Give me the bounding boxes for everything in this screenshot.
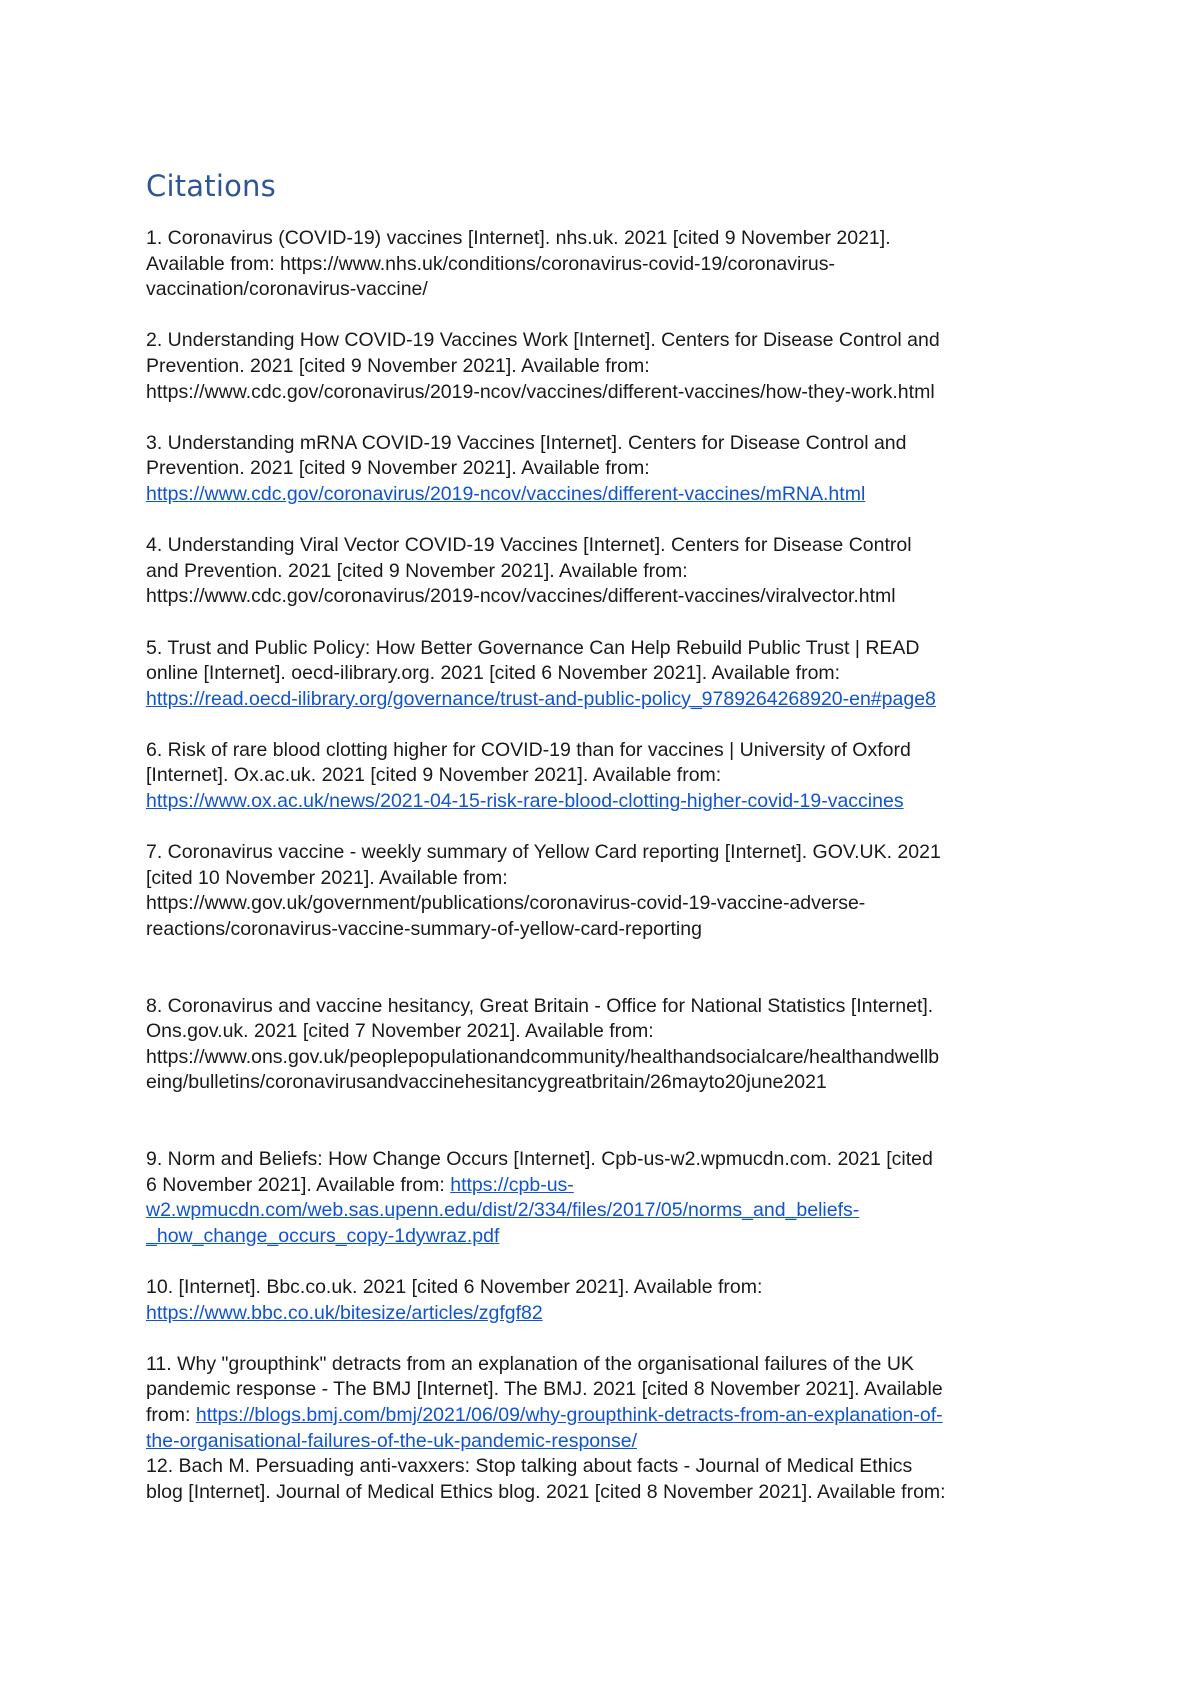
citation-item (146, 840, 1071, 942)
citation-line (146, 1224, 1071, 1250)
citation-line (146, 636, 1071, 662)
citation-item (146, 226, 1071, 303)
citation-line (146, 763, 1071, 789)
citation-line (146, 1454, 1071, 1480)
citation-link[interactable]: https://cpb-us- (450, 1173, 574, 1196)
citation-item (146, 431, 1071, 508)
citation-item (146, 636, 1071, 713)
citation-link[interactable]: https://www.bbc.co.uk/bitesize/articles/zgfgf82 (146, 1301, 543, 1324)
citation-line (146, 840, 1071, 866)
citation-link[interactable]: _how_change_occurs_copy-1dywraz.pdf (146, 1224, 500, 1247)
citation-text: blog [Internet]. Journal of Medical Ethics blog. 2021 [cited 8 November 2021]. Available from: (146, 1480, 946, 1503)
document-content (146, 168, 1071, 1531)
citation-text: from: (146, 1403, 196, 1426)
citation-line (146, 994, 1071, 1020)
citation-item (146, 1147, 1071, 1249)
citation-item (146, 1352, 1071, 1454)
citation-text: [Internet]. Ox.ac.uk. 2021 [cited 9 November 2021]. Available from: (146, 764, 722, 787)
citation-item (146, 994, 1071, 1096)
citation-text: 11. Why "groupthink" detracts from an explanation of the organisational failures of the UK (146, 1352, 914, 1375)
citation-text: 10. [Internet]. Bbc.co.uk. 2021 [cited 6 November 2021]. Available from: (146, 1275, 763, 1298)
citation-text: online [Internet]. oecd-ilibrary.org. 2021 [cited 6 November 2021]. Available from: (146, 662, 841, 685)
citation-list (146, 226, 1071, 1505)
citation-link[interactable]: https://blogs.bmj.com/bmj/2021/06/09/why-groupthink-detracts-from-an-explanation-of- (195, 1403, 943, 1426)
citation-text: 1. Coronavirus (COVID-19) vaccines [Internet]. nhs.uk. 2021 [cited 9 November 2021]. (146, 227, 891, 249)
citation-text: 6. Risk of rare blood clotting higher for COVID-19 than for vaccines | University of Oxford (146, 738, 911, 761)
citation-line (146, 380, 1071, 406)
citation-text: and Prevention. 2021 [cited 9 November 2021]. Available from: (146, 559, 688, 582)
citation-text: 3. Understanding mRNA COVID-19 Vaccines [Internet]. Centers for Disease Control and (146, 431, 907, 454)
page-title: Citations (146, 169, 276, 203)
citation-line (146, 1429, 1071, 1455)
citation-line (146, 891, 1071, 917)
citation-line (146, 917, 1071, 943)
citation-link[interactable]: https://www.cdc.gov/coronavirus/2019-ncov/vaccines/different-vaccines/mRNA.html (146, 482, 866, 505)
citation-line (146, 687, 1071, 713)
citation-line (146, 1070, 1071, 1096)
citation-text: [cited 10 November 2021]. Available from: (146, 866, 508, 889)
citation-item (146, 328, 1071, 405)
citation-line (146, 456, 1071, 482)
citation-text: https://www.gov.uk/government/publications/coronavirus-covid-19-vaccine-adverse- (146, 892, 866, 915)
citation-line (146, 1301, 1071, 1327)
citation-line (146, 252, 1071, 278)
citation-text: 7. Coronavirus vaccine - weekly summary of Yellow Card reporting [Internet]. GOV.UK. 2021 (146, 841, 941, 864)
citation-line (146, 1352, 1071, 1378)
citation-line (146, 1045, 1071, 1071)
citation-text: reactions/coronavirus-vaccine-summary-of-yellow-card-reporting (146, 918, 702, 941)
citation-line (146, 866, 1071, 892)
citation-item (146, 1454, 1071, 1505)
citation-line (146, 1403, 1071, 1429)
citation-line (146, 354, 1071, 380)
citation-text: https://www.ons.gov.uk/peoplepopulationandcommunity/healthandsocialcare/healthandwellb (146, 1045, 940, 1068)
citation-item (146, 738, 1071, 815)
citation-text: https://www.cdc.gov/coronavirus/2019-ncov/vaccines/different-vaccines/viralvector.html (146, 585, 896, 608)
citation-text: Prevention. 2021 [cited 9 November 2021]. Available from: (146, 457, 650, 480)
citation-text: 5. Trust and Public Policy: How Better Governance Can Help Rebuild Public Trust | READ (146, 636, 920, 659)
citation-line (146, 533, 1071, 559)
citation-text: 9. Norm and Beliefs: How Change Occurs [Internet]. Cpb-us-w2.wpmucdn.com. 2021 [cited (146, 1148, 933, 1170)
citation-line (146, 482, 1071, 508)
citation-line (146, 1147, 1071, 1173)
citation-item (146, 1275, 1071, 1326)
citation-line (146, 661, 1071, 687)
citation-line (146, 226, 1071, 252)
citation-line (146, 1480, 1071, 1506)
citation-text: Prevention. 2021 [cited 9 November 2021]. Available from: (146, 354, 650, 377)
citation-link[interactable]: the-organisational-failures-of-the-uk-pandemic-response/ (146, 1429, 637, 1452)
citation-text: 6 November 2021]. Available from: (146, 1173, 451, 1196)
citation-text: pandemic response - The BMJ [Internet]. The BMJ. 2021 [cited 8 November 2021]. Available (146, 1378, 943, 1401)
citation-line (146, 1019, 1071, 1045)
citation-line (146, 1275, 1071, 1301)
citation-text: 4. Understanding Viral Vector COVID-19 Vaccines [Internet]. Centers for Disease Control (146, 534, 912, 557)
citation-link[interactable]: https://read.oecd-ilibrary.org/governance/trust-and-public-policy_9789264268920-en#page8 (146, 687, 936, 710)
citation-line (146, 1173, 1071, 1199)
citation-line (146, 277, 1071, 303)
citation-link[interactable]: w2.wpmucdn.com/web.sas.upenn.edu/dist/2/334/files/2017/05/norms_and_beliefs- (146, 1199, 860, 1222)
citation-link[interactable]: https://www.ox.ac.uk/news/2021-04-15-risk-rare-blood-clotting-higher-covid-19-vaccines (146, 790, 904, 813)
citation-text: 2. Understanding How COVID-19 Vaccines Work [Internet]. Centers for Disease Control and (146, 329, 940, 352)
citation-line (146, 584, 1071, 610)
citation-line (146, 738, 1071, 764)
citation-line (146, 1198, 1071, 1224)
citation-text: 12. Bach M. Persuading anti-vaxxers: Stop talking about facts - Journal of Medical Ethics (146, 1455, 913, 1478)
citation-line (146, 789, 1071, 815)
citation-text: eing/bulletins/coronavirusandvaccinehesitancygreatbritain/26mayto20june2021 (146, 1071, 827, 1094)
citation-text: 8. Coronavirus and vaccine hesitancy, Great Britain - Office for National Statistics [Internet]. (146, 994, 934, 1017)
citation-item (146, 533, 1071, 610)
citation-line (146, 1377, 1071, 1403)
citation-line (146, 328, 1071, 354)
citation-text: Ons.gov.uk. 2021 [cited 7 November 2021]. Available from: (146, 1020, 654, 1043)
citation-text: vaccination/coronavirus-vaccine/ (146, 278, 428, 301)
citation-line (146, 559, 1071, 585)
citation-text: Available from: https://www.nhs.uk/conditions/coronavirus-covid-19/coronavirus- (146, 252, 835, 275)
citation-text: https://www.cdc.gov/coronavirus/2019-ncov/vaccines/different-vaccines/how-they-work.html (146, 380, 935, 403)
citation-line (146, 431, 1071, 457)
